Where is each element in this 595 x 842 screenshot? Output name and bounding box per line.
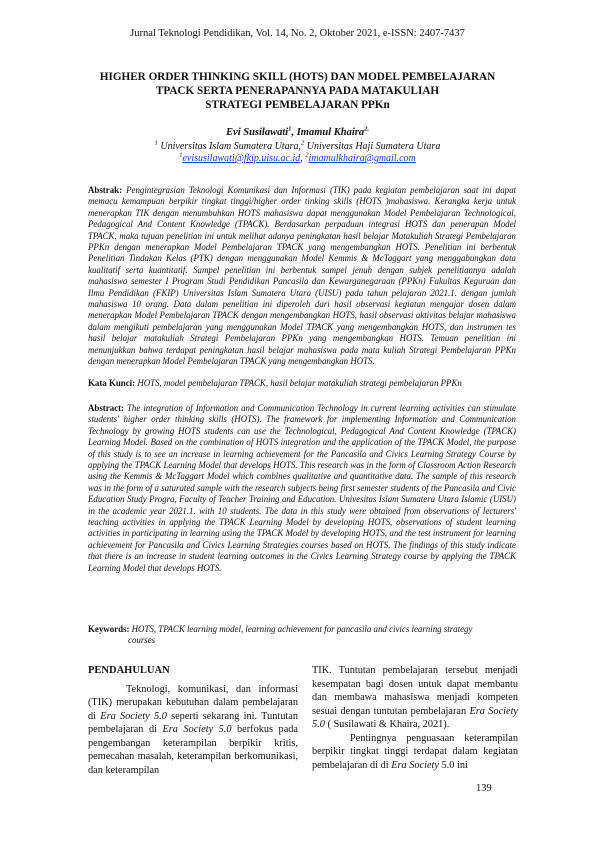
intro-p2-text-b: 5.0 ini [438,759,468,771]
email-1-marker: 1 [179,151,183,159]
keywords-en-line-2: courses [128,635,156,646]
affiliations [0,141,595,152]
intro-p1-era-1: Era Society 5.0 [100,710,167,722]
intro-p1-text-b: seperti sekarang ini. Tuntutan pembelajaran di [88,710,298,735]
author-2-marker: 2, [364,125,369,133]
keywords-en-label: Keywords: [88,624,130,634]
intro-p1-era-2: Era Society 5.0 [162,724,232,735]
affiliation-1: Universitas Islam Sumatera Utara, [157,141,301,152]
abstract-en-text: The integration of Information and Communication Technology in current learning activities can stimulate students' higher order thinking skills (HOTS). The framework for implementing Information and Communication Technology by growing HOTS students can use the Technological, Pedagogical And Content Knowledge (TPACK) Learning Model. Based on the combination of HOTS integration and the application of the TPACK Model, the purpose of this study is to see an increase in learning achievement for the Pancasila and Civics Learning Strategy Course by applying the TPACK Learning Model that develops HOTS. This research was in the form of Classroom Action Research using the Kemmis & McTaggart Model which combines qualitative and quantitative data. The sample of this research was in the form of a saturated sample with the research subjects being first semester students of the Pancasila and Civic Education Study Progra, Faculty of Teacher Training and Education. Univesitas Islam Sumatera Utara Islamic (UISU) in the academic year 2021.1. with 10 students. The data in this study were obtained from observations of lecturers' teaching activities in applying the TPACK Learning Model by developing HOTS, observations of student learning activities in participating in learning using the TPACK Model by developing HOTS, and the test instrument for learning achievement for Pancasila and Civics Learning Strategies courses based on HOTS. The findings of this study indicate that there is an increase in student learning outcomes in the Civics Learning Strategy course by applying the TPACK Learning Model that develops HOTS. [88,403,516,573]
abstract-id-colon: : [119,185,127,195]
title-line-3: STRATEGI PEMBELAJARAN PPKn [205,99,390,111]
section-heading: PENDAHULUAN [88,665,170,676]
keywords-id-label: Kata Kunci [88,378,133,388]
intro-paragraph-1-continued [312,664,518,732]
body-right-column [312,664,518,772]
page-number: 139 [476,783,492,794]
intro-p2-text-a: Pentingnya penguasaan keterampilan berpikir tingkat tinggi terdapat dalam kegiatan pembelajaran di di [312,732,518,771]
email-2-marker: 2 [305,151,309,159]
intro-p1-text-c: berfokus pada pengembangan keterampilan berpikir kritis, pemecahan masalah, keterampilan berkomunikasi, dan keterampilan [88,724,298,776]
keywords-id-text: HOTS, model pembelajaran TPACK, hasil belajar matakuliah strategi pembelajaran PPKn [137,378,462,388]
abstract-indonesian [88,185,516,368]
body-left-column [88,664,298,777]
abstract-english [88,403,516,574]
keywords-indonesian [88,378,516,389]
abstract-id-label: Abstrak [88,185,120,195]
keywords-en-text: HOTS, TPACK learning model, learning achievement for pancasila and civics learning strategy [129,624,473,634]
author-1: Evi Susilawati [226,127,289,138]
intro-p1-cont-text-a: TIK. Tuntutan pembelajaran tersebut menjadi kesempatan bagi dosen untuk dapat membantu dan membawa mahasiswa menjadi kompeten sesuai dengan tuntutan pembelajaran [312,665,518,717]
author-1-marker: 1 [288,125,292,133]
email-2-link[interactable]: imamulkhaira@gmail.com [308,153,416,164]
author-emails [0,153,595,164]
intro-paragraph-2 [312,732,518,773]
keywords-id-colon: : [132,378,138,388]
author-2: , Imamul Khaira [291,127,365,138]
email-1-link[interactable]: evisusilawati@fkip.uisu.ac.id [182,153,301,164]
keywords-en-line-1 [88,624,516,635]
email-separator: , [300,153,306,164]
journal-header: Jurnal Teknologi Pendidikan, Vol. 14, No. 2, Oktober 2021, e-ISSN: 2407-7437 [130,28,465,39]
affiliation-1-marker: 1 [154,139,158,147]
affiliation-2: Universitas Haji Sumatera Utara [304,141,441,152]
title-line-2: TPACK SERTA PENERAPANNYA PADA MATAKULIAH [155,85,440,97]
affiliation-2-marker: 2 [300,139,305,147]
intro-p2-era: Era Society [391,759,439,771]
title-line-1: HIGHER ORDER THINKING SKILL (HOTS) DAN MODEL PEMBELAJARAN [99,71,496,83]
keywords-english [88,624,516,647]
abstract-id-text: Pengintegrasian Teknologi Komunikasi dan Informasi (TIK) pada kegiatan pembelajaran saat ini dapat memacu kemampuan berpikir tingkat tinggi/higher order tinking skills (HOTS )mahasiswa. Kerangka kerja untuk menerapkan TIK dengan menumbuhkan HOTS mahasiswa dapat menggunakan Model Pembelajaran Technological, Pedagogical And Content Knowledge (TPACK). Berdasarkan perpaduan integrasi HOTS dan penerapan Model TPACK, maka tujuan penelitian ini untuk melihat adanya peningkatan hasil belajar Matakuliah Strategi Pembelajaran PPKn dengan menerapkan Model Pembelajaran TPACK yang mengembangkan HOTS. Penelitian ini berbentuk Penelitian Tindakan Kelas (PTK) dengan menggunakan Model Kemmis & McTaggart yang menggabungkan data kualitatif serta kuantitatif. Sampel penelitian ini berbentuk sampel jenuh dengan subjek penelitiannya adalah mahasiswa semester I Program Studi Pendidikan Pancasila dan Kewarganegaraan (PPKn) Fakultas Keguruan dan Ilmu Pendidikan (FKIP) Universitas Islam Sumatera Utara (UISU) pada tahun pelajaran 2021.1. dengan jumlah mahasiswa 10 orang. Data dalam penelitian ini diperoleh dari hasil observasi kegiatan mengajar dosen dalam menerapkan Model Pembelajaran TPACK dengan mengembangkan HOTS, hasil observasi aktivitas belajar mahasiswa dalam mengikuti pembelajaran yang menggunakan Model TPACK yang mengembangkan HOTS, dan instrumen tes hasil belajar matakuliah Strategi Pembelajaran PPKn yang mengembangkan HOTS. Temuan penelitian ini menunjukkan bahwa terdapat peningkatan hasil belajar mahasiswa pada mata kuliah Strategi Pembelajaran PPKn dengan menerapkan Model Pembelajaran TPACK yang mengembangkan HOTS. [88,185,516,367]
intro-paragraph-1 [88,683,298,778]
author-list [0,127,595,138]
intro-p1-cont-text-b: ( Susilawati & Khaira, 2021). [324,719,450,730]
abstract-en-label: Abstract: [88,403,124,413]
paper-title [60,70,535,112]
intro-p1-cont-era: Era Society 5.0 [312,705,519,730]
intro-p1-text-a: Teknologi, komunikasi, dan informasi (TIK) merupakan kebutuhan dalam pembelajaran di [88,683,298,722]
